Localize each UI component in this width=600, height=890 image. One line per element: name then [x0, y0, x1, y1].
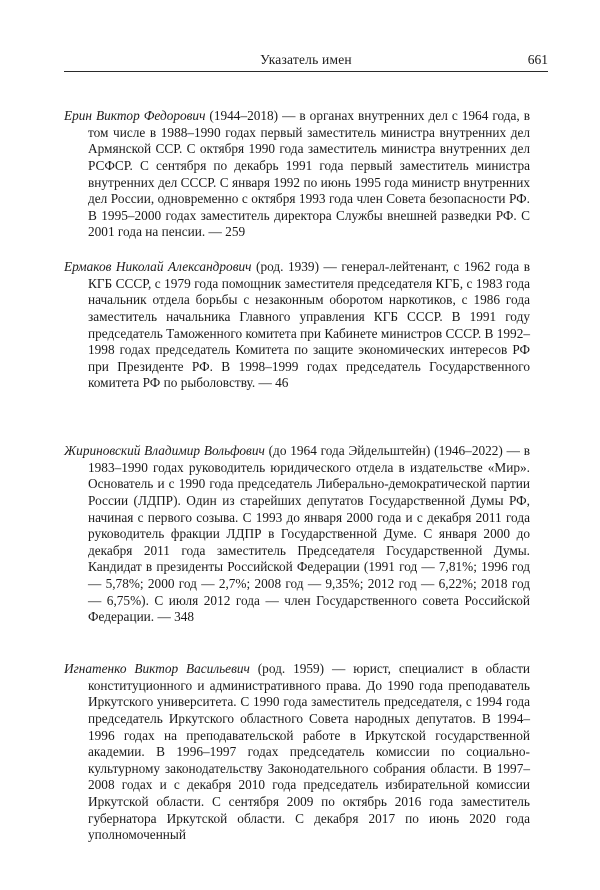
index-entry-erin — [64, 108, 530, 241]
entry-text: (род. 1939) — генерал-лейтенант, с 1962 года в КГБ СССР, с 1979 года помощник заместителя председателя КГБ, с 1983 года начальник отдела борьбы с незаконным оборотом наркотиков, с 1986 года заместитель начальника Главного управления КГБ СССР. В 1991 году председатель Таможенного комитета при Кабинете министров СССР. В 1992–1998 годах председатель Комитета по защите экономических интересов РФ при Президенте РФ. В 1998–1999 годах председатель Государственного комитета РФ по рыболовству. — 46 — [88, 259, 530, 391]
header-rule — [64, 71, 548, 72]
entry-name: Ерин Виктор Федорович — [64, 108, 206, 124]
entry-text: (1944–2018) — в органах внутренних дел с 1964 года, в том числе в 1988–1990 годах первый заместитель министра внутренних дел Армянской ССР. С октября 1990 года заместитель министра внутренних дел РСФСР. С сентября по декабрь 1991 года первый заместитель министра внутренних дел СССР. С января 1992 по июнь 1995 года министр внутренних дел России, одновременно с октября 1993 года член Совета безопасности РФ. В 1995–2000 годах заместитель директора Службы внешней разведки РФ. С 2001 года на пенсии. — 259 — [88, 108, 530, 240]
entry-text: (род. 1959) — юрист, специалист в области конституционного и административного права. До 1990 года преподаватель Иркутского университета. С 1990 года заместитель председателя, с 1994 года председатель Иркутского областного Совета народных депутатов. В 1994–1996 годах на преподавательской работе в Иркутской государственной академии. В 1996–1997 годах председатель комиссии по социально-культурному законодательству Законодательного собрания области. В 1997–2008 годах и с декабря 2010 года председатель избирательной комиссии Иркутской области. С сентября 2009 по октябрь 2016 года заместитель губернатора Иркутской области. С декабря 2017 по июнь 2020 года уполномоченный — [88, 661, 530, 843]
page-number: 661 — [527, 52, 548, 67]
entry-name: Ермаков Николай Александрович — [64, 259, 252, 275]
entry-text: (до 1964 года Эйдельштейн) (1946–2022) — в 1983–1990 годах руководитель юридического отдела в издательстве «Мир». Основатель и с 1990 года председатель Либерально-демократической партии России (ЛДПР). Один из старейших депутатов Государственной Думы РФ, начиная с первого созыва. С 1993 до января 2000 года и с декабря 2011 года руководитель фракции ЛДПР в Государственной Думе. С января 2000 до декабря 2011 года заместитель Председателя Государственной Думы. Кандидат в президенты Российской Федерации (1991 год — 7,81%; 1996 год — 5,78%; 2000 год — 2,7%; 2008 год — 9,35%; 2012 год — 6,22%; 2018 год — 6,75%). С июля 2012 года — член Государственного совета Российской Федерации. — 348 — [88, 443, 530, 625]
index-entry-ermakov — [64, 259, 530, 392]
page-header — [64, 52, 548, 70]
running-head: Указатель имен — [260, 52, 352, 67]
entry-name: Игнатенко Виктор Васильевич — [64, 661, 250, 677]
entry-name: Жириновский Владимир Вольфович — [64, 443, 265, 459]
index-entry-ignatenko — [64, 661, 530, 844]
index-entry-zhirinovsky — [64, 443, 530, 626]
